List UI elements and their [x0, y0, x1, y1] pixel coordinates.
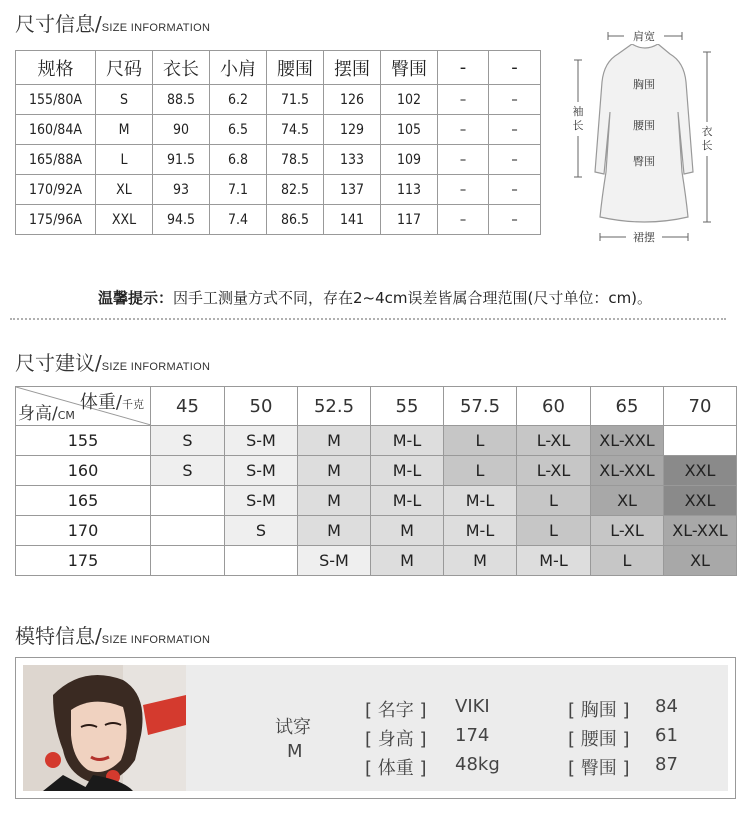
diagram-label-length: 衣长	[701, 125, 713, 152]
size-table-cell: 71.5	[267, 85, 324, 115]
recommended-size-cell: M-L	[444, 486, 517, 516]
recommended-size-cell: XL-XXL	[591, 426, 664, 456]
bust-value: 84	[655, 696, 678, 717]
recommended-size-cell: M-L	[371, 426, 444, 456]
header-cell: 规格	[16, 51, 96, 85]
recommended-size-cell: S	[151, 426, 225, 456]
waist-value: 61	[655, 725, 678, 746]
try-label: 试穿	[275, 717, 311, 738]
size-table-cell: 109	[381, 145, 438, 175]
recommended-size-cell: M-L	[371, 486, 444, 516]
size-info-section-title	[15, 8, 210, 37]
recommended-size-cell	[664, 426, 737, 456]
weight-axis-label: 体重/千克	[79, 392, 144, 413]
size-table-cell: –	[489, 115, 541, 145]
size-table-cell: –	[489, 85, 541, 115]
recommended-size-cell: L-XL	[517, 426, 591, 456]
section-title-cn: 尺寸信息/	[15, 12, 102, 36]
size-recommendation-table	[15, 386, 737, 576]
recommended-size-cell: XL-XXL	[664, 516, 737, 546]
recommended-size-cell: XXL	[664, 456, 737, 486]
size-table-cell: 165/88A	[16, 145, 96, 175]
diagram-label-hip: 臀围	[633, 155, 655, 168]
recommended-size-cell: S	[151, 456, 225, 486]
size-table	[15, 50, 541, 235]
header-cell: 摆围	[324, 51, 381, 85]
section-title-en: SIZE INFORMATION	[101, 361, 211, 373]
recommendation-row	[16, 426, 737, 456]
recommended-size-cell: M	[298, 426, 371, 456]
size-table-cell: 137	[324, 175, 381, 205]
recommended-size-cell: M-L	[517, 546, 591, 576]
size-table-cell: 105	[381, 115, 438, 145]
header-cell: 衣长	[153, 51, 210, 85]
header-cell: -	[438, 51, 489, 85]
model-photo	[23, 665, 186, 791]
weight-header: 57.5	[444, 387, 517, 426]
bust-label: [ 胸围 ]	[568, 700, 630, 721]
size-table-cell: 6.8	[210, 145, 267, 175]
weight-header: 60	[517, 387, 591, 426]
size-table-cell: –	[438, 145, 489, 175]
weight-header: 55	[371, 387, 444, 426]
size-table-cell: –	[438, 115, 489, 145]
size-table-cell: 7.4	[210, 205, 267, 235]
hip-value: 87	[655, 754, 678, 775]
recommended-size-cell: M	[298, 516, 371, 546]
recommended-size-cell: M	[371, 516, 444, 546]
recommended-size-cell: S-M	[225, 456, 298, 486]
header-cell: 尺码	[96, 51, 153, 85]
size-table-cell: 78.5	[267, 145, 324, 175]
recommendation-row	[16, 486, 737, 516]
size-table-cell: –	[489, 145, 541, 175]
height-row-header: 160	[16, 456, 151, 486]
weight-header: 65	[591, 387, 664, 426]
recommended-size-cell: L-XL	[591, 516, 664, 546]
size-table-cell: 91.5	[153, 145, 210, 175]
size-table-cell: 133	[324, 145, 381, 175]
size-table-cell: –	[438, 175, 489, 205]
size-advice-section-title	[15, 347, 210, 376]
recommended-size-cell: XL-XXL	[591, 456, 664, 486]
dotted-divider	[10, 318, 726, 320]
garment-diagram	[560, 22, 730, 252]
recommended-size-cell	[151, 516, 225, 546]
corner-cell	[16, 387, 151, 426]
height-row-header: 155	[16, 426, 151, 456]
height-row-header: 175	[16, 546, 151, 576]
recommended-size-cell	[225, 546, 298, 576]
height-axis-label: 身高/CM	[18, 404, 75, 424]
size-table-header	[16, 51, 541, 85]
section-title-cn: 尺寸建议/	[15, 351, 102, 375]
height-value: 174	[455, 725, 490, 746]
size-table-row	[16, 115, 541, 145]
diagram-label-hem: 裙摆	[633, 231, 655, 244]
size-table-cell: 175/96A	[16, 205, 96, 235]
size-table-cell: S	[96, 85, 153, 115]
recommended-size-cell: L	[517, 486, 591, 516]
diagram-label-sleeve: 袖长	[572, 105, 584, 132]
header-cell: 臀围	[381, 51, 438, 85]
header-cell: 小肩	[210, 51, 267, 85]
section-title-cn: 模特信息/	[15, 624, 102, 648]
recommended-size-cell: M-L	[444, 516, 517, 546]
name-label: [ 名字 ]	[365, 700, 427, 721]
notice-label: 温馨提示：	[97, 289, 173, 307]
recommended-size-cell	[151, 486, 225, 516]
size-table-cell: XL	[96, 175, 153, 205]
waist-label: [ 腰围 ]	[568, 729, 630, 750]
recommended-size-cell: S-M	[225, 486, 298, 516]
size-table-cell: 82.5	[267, 175, 324, 205]
recommended-size-cell: XL	[664, 546, 737, 576]
section-title-en: SIZE INFORMATION	[101, 22, 211, 34]
recommended-size-cell: M	[298, 456, 371, 486]
recommended-size-cell: S	[225, 516, 298, 546]
recommended-size-cell	[151, 546, 225, 576]
recommendation-row	[16, 516, 737, 546]
recommended-size-cell: L	[444, 456, 517, 486]
size-table-cell: XXL	[96, 205, 153, 235]
size-table-cell: L	[96, 145, 153, 175]
weight-header: 50	[225, 387, 298, 426]
recommended-size-cell: XL	[591, 486, 664, 516]
size-table-cell: 93	[153, 175, 210, 205]
size-table-cell: 117	[381, 205, 438, 235]
weight-value: 48kg	[455, 754, 500, 775]
header-cell: -	[489, 51, 541, 85]
recommended-size-cell: L	[517, 516, 591, 546]
weight-header: 70	[664, 387, 737, 426]
diagram-label-waist: 腰围	[633, 119, 655, 132]
section-title-en: SIZE INFORMATION	[101, 634, 211, 646]
diagram-label-shoulder: 肩宽	[633, 30, 655, 43]
height-row-header: 165	[16, 486, 151, 516]
size-table-row	[16, 205, 541, 235]
size-table-row	[16, 175, 541, 205]
size-table-cell: 160/84A	[16, 115, 96, 145]
height-row-header: 170	[16, 516, 151, 546]
hip-label: [ 臀围 ]	[568, 758, 630, 779]
recommended-size-cell: L	[444, 426, 517, 456]
size-table-cell: –	[489, 205, 541, 235]
recommended-size-cell: S-M	[225, 426, 298, 456]
model-info-section-title	[15, 620, 210, 649]
size-table-cell: 6.5	[210, 115, 267, 145]
size-table-cell: 170/92A	[16, 175, 96, 205]
size-table-cell: –	[438, 205, 489, 235]
size-table-cell: 94.5	[153, 205, 210, 235]
size-table-cell: 90	[153, 115, 210, 145]
recommended-size-cell: XXL	[664, 486, 737, 516]
size-table-cell: 6.2	[210, 85, 267, 115]
recommended-size-cell: S-M	[298, 546, 371, 576]
weight-header: 52.5	[298, 387, 371, 426]
notice-text: 因手工测量方式不同，存在2~4cm误差皆属合理范围(尺寸单位：cm)。	[172, 289, 653, 307]
model-info-box	[15, 657, 736, 799]
size-table-cell: 113	[381, 175, 438, 205]
recommended-size-cell: M	[371, 546, 444, 576]
size-table-row	[16, 85, 541, 115]
measurement-notice	[0, 287, 750, 308]
weight-label: [ 体重 ]	[365, 758, 427, 779]
recommendation-row	[16, 456, 737, 486]
size-table-cell: 102	[381, 85, 438, 115]
height-label: [ 身高 ]	[365, 729, 427, 750]
size-table-cell: –	[489, 175, 541, 205]
recommended-size-cell: L-XL	[517, 456, 591, 486]
recommended-size-cell: M-L	[371, 456, 444, 486]
model-info-panel	[23, 665, 728, 791]
size-table-cell: 126	[324, 85, 381, 115]
size-table-cell: 88.5	[153, 85, 210, 115]
size-table-cell: 141	[324, 205, 381, 235]
size-table-cell: 7.1	[210, 175, 267, 205]
header-cell: 腰围	[267, 51, 324, 85]
size-table-cell: 129	[324, 115, 381, 145]
size-table-cell: M	[96, 115, 153, 145]
size-table-cell: 155/80A	[16, 85, 96, 115]
recommended-size-cell: M	[298, 486, 371, 516]
size-table-row	[16, 145, 541, 175]
weight-header: 45	[151, 387, 225, 426]
size-table-cell: 86.5	[267, 205, 324, 235]
recommendation-header	[16, 387, 737, 426]
size-table-cell: 74.5	[267, 115, 324, 145]
name-value: VIKI	[455, 696, 490, 717]
try-size: M	[287, 741, 303, 762]
size-table-cell: –	[438, 85, 489, 115]
diagram-label-chest: 胸围	[633, 78, 655, 91]
recommended-size-cell: M	[444, 546, 517, 576]
recommended-size-cell: L	[591, 546, 664, 576]
recommendation-row	[16, 546, 737, 576]
